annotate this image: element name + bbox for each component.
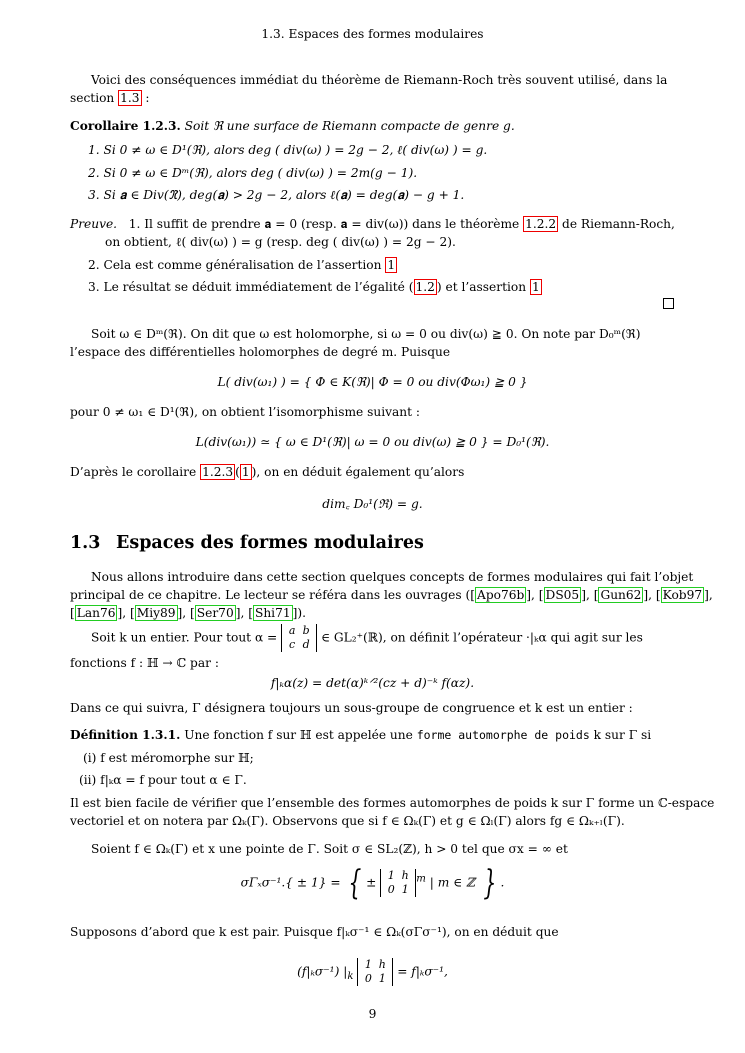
eq5-right: m ∈ ℤ (437, 875, 475, 890)
matrix-entry: 0 (364, 972, 372, 985)
qed-square (663, 298, 674, 309)
proof-text: ) et l’assertion (436, 280, 530, 294)
citation-link[interactable]: Kob97 (662, 588, 703, 602)
section-para-1c: [ Lan76 ], [ Miy89 ], [ Ser70 ], [ Shi71 ]). (70, 606, 306, 620)
matrix-1h-b (357, 958, 393, 986)
running-header: 1.3. Espaces des formes modulaires (261, 27, 484, 41)
section-number: 1.3 (70, 533, 101, 553)
citation-link[interactable]: Ser70 (196, 606, 234, 620)
proof-item-1-cont: on obtient, ℓ( div(ω) ) = g (resp. deg ( div(ω) ) = 2g − 2). (105, 235, 456, 249)
equation-4: f|ₖα(z) = det(α)ᵏᐟ²(cz + d)⁻ᵏ f(αz). (270, 676, 475, 690)
corollary-item-3: 3. Si 𝐚 ∈ Div(ℜ), deg(𝐚) > 2g − 2, alors ℓ(𝐚) = deg(𝐚) − g + 1. (88, 188, 465, 202)
item-ref-link[interactable]: 1 (241, 465, 250, 479)
after-def-para-3: Supposons d’abord que k est pair. Puisque f|ₖσ⁻¹ ∈ Ωₖ(σΓσ⁻¹), on en déduit que (70, 925, 559, 939)
section-ref-link[interactable]: 1.3 (120, 91, 140, 105)
assertion-ref-link[interactable]: 1 (531, 280, 540, 294)
matrix-entry: a (288, 624, 296, 637)
corollary-item-1: 1. Si 0 ≠ ω ∈ D¹(ℜ), alors deg ( div(ω) ) = 2g − 2, ℓ( div(ω) ) = g. (88, 143, 488, 157)
proof-text: 1. Il suffit de prendre 𝐚 = 0 (resp. 𝐚 = div(ω)) dans le théorème (128, 217, 524, 231)
section-text: principal de ce chapitre. Le lecteur se référa dans les ouvrages ([ (70, 588, 476, 602)
matrix-alpha (281, 624, 317, 652)
matrix-entry: d (302, 638, 310, 651)
citation-link[interactable]: Apo76b (477, 588, 525, 602)
right-brace: } (483, 863, 497, 903)
matrix-entry: h (401, 869, 409, 882)
citation-link[interactable]: Gun62 (600, 588, 642, 602)
section-heading (70, 533, 424, 553)
matrix-entry: c (289, 638, 296, 651)
corollary-ref-link[interactable]: 1.2.3 (202, 465, 234, 479)
theorem-ref-link[interactable]: 1.2.2 (525, 217, 557, 231)
section-para-1: Nous allons introduire dans cette section quelques concepts de formes modulaires qui fait l’objet (91, 570, 694, 584)
left-brace: { (348, 863, 362, 903)
holo-text: ( (235, 465, 240, 479)
eq5-exponent: m (416, 873, 426, 885)
proof-item-3 (88, 280, 542, 294)
holo-para-1b: l’espace des différentielles holomorphes de degré m. Puisque (70, 345, 451, 359)
section-para-2 (91, 624, 643, 652)
section-para-1b: principal de ce chapitre. Le lecteur se référa dans les ouvrages ([ Apo76b ], [ DS05 ], [ Gun62 ], [ Kob97 ], (70, 588, 713, 602)
definition-label: Définition 1.3.1. (70, 728, 181, 742)
intro-line-1: Voici des conséquences immédiat du théorème de Riemann-Roch très souvent utilisé, dans la (91, 73, 668, 87)
eq6-right: = f|ₖσ⁻¹, (397, 964, 448, 979)
citation-link[interactable]: Shi71 (254, 606, 291, 620)
corollary-heading (70, 119, 515, 133)
holo-para-3 (70, 465, 464, 479)
proof-item-2 (88, 258, 397, 272)
intro-text: section (70, 91, 119, 105)
after-def-para-2: Soient f ∈ Ωₖ(Γ) et x une pointe de Γ. Soit σ ∈ SL₂(ℤ), h > 0 tel que σx = ∞ et (91, 842, 568, 856)
proof-item-1 (70, 217, 675, 232)
equation-3: dim꜀ D₀¹(ℜ) = g. (322, 497, 423, 511)
equation-6: (f|ₖσ⁻¹) $|_k$ 1 h 0 1 = f|ₖσ⁻¹, (297, 958, 448, 985)
corollary-label: Corollaire 1.2.3. (70, 119, 181, 133)
matrix-entry: 0 (387, 883, 395, 896)
matrix-entry: h (378, 958, 386, 971)
definition-item-1: (i) f est méromorphe sur ℍ; (83, 751, 254, 765)
holo-para-1: Soit ω ∈ Dᵐ(ℜ). On dit que ω est holomorphe, si ω = 0 ou div(ω) ≧ 0. On note par D₀ᵐ(ℜ) (91, 327, 641, 341)
definition-text: Une fonction f sur ℍ est appelée une (184, 728, 417, 742)
matrix-entry: 1 (401, 883, 409, 896)
after-def-para-1: Il est bien facile de vérifier que l’ensemble des formes automorphes de poids k sur Γ forme un ℂ-espace (70, 796, 715, 810)
matrix-entry: 1 (378, 972, 386, 985)
corollary-statement: Soit ℜ une surface de Riemann compacte de genre g. (184, 119, 515, 133)
eq6-sub: k (347, 970, 354, 982)
corollary-item-2: 2. Si 0 ≠ ω ∈ Dᵐ(ℜ), alors deg ( div(ω) ) = 2m(g − 1). (88, 166, 418, 180)
section-text: ∈ GL₂⁺(ℝ), on définit l’opérateur ·|ₖα qui agit sur les (321, 630, 643, 645)
assertion-ref-link[interactable]: 1 (387, 258, 396, 272)
citation-link[interactable]: DS05 (545, 588, 580, 602)
holo-para-2: pour 0 ≠ ω₁ ∈ D¹(ℜ), on obtient l’isomorphisme suivant : (70, 405, 420, 419)
definition-item-2: (ii) f|ₖα = f pour tout α ∈ Γ. (79, 773, 247, 787)
section-para-3: Dans ce qui suivra, Γ désignera toujours un sous-groupe de congruence et k est un entier : (70, 701, 633, 715)
holo-text: ), on en déduit également qu’alors (251, 465, 465, 479)
matrix-1h (380, 869, 416, 897)
citation-link[interactable]: Miy89 (136, 606, 176, 620)
holo-text: D’après le corollaire (70, 465, 201, 479)
section-text: Soit k un entier. Pour tout α = (91, 630, 278, 645)
proof-label: Preuve. (70, 217, 118, 231)
eq5-left: σΓₓσ⁻¹.{ ± 1} = (240, 875, 341, 890)
citation-link[interactable]: Lan76 (76, 606, 116, 620)
intro-line-2 (70, 91, 150, 105)
matrix-entry: 1 (364, 958, 372, 971)
equation-1: L( div(ω₁) ) = { Φ ∈ K(ℜ)| Φ = 0 ou div(Φω₁) ≧ 0 } (217, 375, 528, 389)
definition-heading (70, 728, 651, 742)
proof-text: de Riemann-Roch, (558, 217, 675, 231)
proof-text: 3. Le résultat se déduit immédiatement de l’égalité ( (88, 280, 414, 294)
section-para-2b: fonctions f : ℍ → ℂ par : (70, 656, 219, 670)
matrix-entry: 1 (387, 869, 395, 882)
definition-text: k sur Γ si (589, 728, 652, 742)
matrix-entry: b (302, 624, 310, 637)
eq6-left: (f|ₖσ⁻¹) (297, 964, 340, 979)
definition-term: forme automorphe de poids (416, 728, 590, 742)
proof-text: 2. Cela est comme généralisation de l’assertion (88, 258, 386, 272)
intro-text-end: : (141, 91, 150, 105)
page-number: 9 (368, 1007, 377, 1021)
after-def-para-1b: vectoriel et on notera par Ωₖ(Γ). Observons que si f ∈ Ωₖ(Γ) et g ∈ Ωₗ(Γ) alors fg ∈ Ωₖ₊ₗ(Γ). (70, 814, 625, 828)
equation-2: L(div(ω₁)) ≃ { ω ∈ D¹(ℜ)| ω = 0 ou div(ω) ≧ 0 } = D₀¹(ℜ). (195, 435, 550, 449)
equation-ref-link[interactable]: 1.2 (415, 280, 435, 294)
section-title: Espaces des formes modulaires (116, 533, 424, 553)
equation-5: σΓₓσ⁻¹.{ ± 1} = { ± 1 h 0 1$^m$ | m ∈ ℤ } . (240, 863, 505, 903)
eq5-pm: ± (366, 875, 377, 890)
